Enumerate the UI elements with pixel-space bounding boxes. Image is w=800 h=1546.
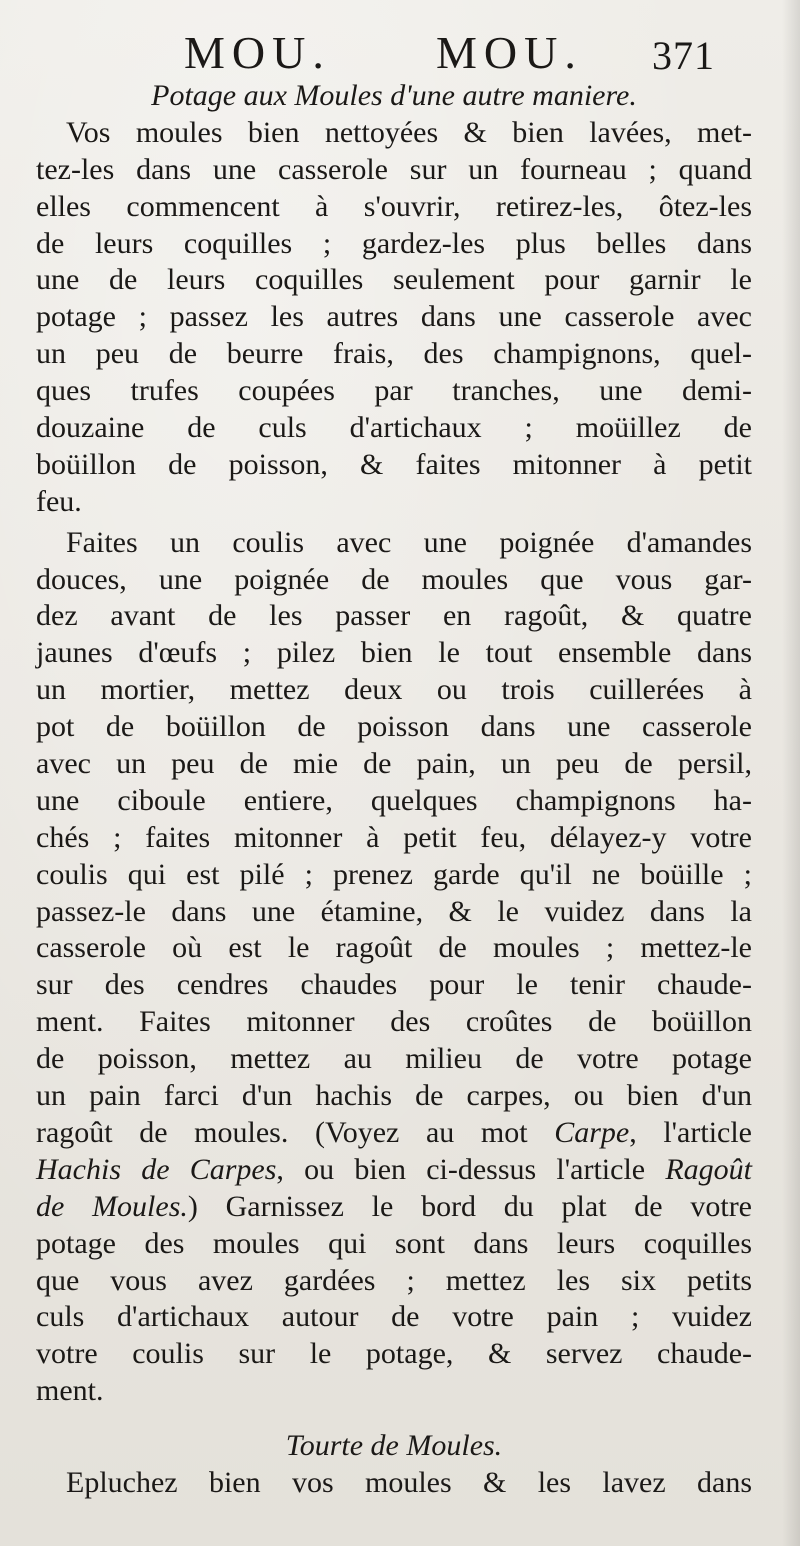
text-line: un mortier, mettez deux ou trois cuillerées à <box>36 673 752 707</box>
text-line: Vos moules bien nettoyées & bien lavées, met- <box>66 115 752 149</box>
text-line: potage des moules qui sont dans leurs coquilles <box>36 1226 752 1260</box>
italic-run: Ragoût <box>665 1152 752 1186</box>
text-line: elles commencent à s'ouvrir, retirez-les, ôtez-les <box>36 189 752 223</box>
text-line: Faites un coulis avec une poignée d'amandes <box>66 525 752 559</box>
page-number: 371 <box>652 33 715 78</box>
page-edge-shadow <box>782 0 800 1546</box>
text-line: culs d'artichaux autour de votre pain ; vuidez <box>36 1300 752 1334</box>
recipe-title: Potage aux Moules d'une autre maniere. <box>151 79 637 112</box>
text-line: douzaine de culs d'artichaux ; moüillez de <box>36 411 752 445</box>
italic-run: Carpe <box>554 1115 630 1149</box>
italic-run: Hachis de Carpes <box>36 1152 277 1186</box>
text-line: Epluchez bien vos moules & les lavez dans <box>66 1465 752 1499</box>
text-line-mixed <box>36 1189 752 1226</box>
text-run: , l'article <box>629 1115 752 1149</box>
running-head <box>0 24 800 80</box>
body-text <box>36 78 752 1502</box>
text-line: jaunes d'œufs ; pilez bien le tout ensemble dans <box>36 636 752 670</box>
italic-run: de Moules. <box>36 1189 188 1223</box>
text-line: chés ; faites mitonner à petit feu, délayez-y votre <box>36 820 752 854</box>
text-line: un peu de beurre frais, des champignons, quel- <box>36 337 752 371</box>
text-line: potage ; passez les autres dans une casserole avec <box>36 300 752 334</box>
text-line: un pain farci d'un hachis de carpes, ou bien d'un <box>36 1079 752 1113</box>
running-head-right: MOU. <box>436 27 583 78</box>
text-line-mixed <box>36 1115 752 1152</box>
text-run: ragoût de moules. (Voyez au mot <box>36 1115 555 1149</box>
text-line: pot de boüillon de poisson dans une casserole <box>36 710 752 744</box>
running-head-left: MOU. <box>184 27 331 78</box>
text-line: de leurs coquilles ; gardez-les plus belles dans <box>36 226 752 260</box>
text-line: passez-le dans une étamine, & le vuidez dans la <box>36 894 752 928</box>
text-line: une ciboule entiere, quelques champignons ha- <box>36 783 752 817</box>
text-line: coulis qui est pilé ; prenez garde qu'il ne boüille ; <box>36 857 752 891</box>
text-line: une de leurs coquilles seulement pour garnir le <box>36 263 752 297</box>
text-line: feu. <box>36 484 82 518</box>
text-line: ment. <box>36 1374 104 1408</box>
recipe-title: Tourte de Moules. <box>285 1429 503 1463</box>
text-line: sur des cendres chaudes pour le tenir chaude- <box>36 968 752 1002</box>
text-line: dez avant de les passer en ragoût, & quatre <box>36 599 752 633</box>
text-line: boüillon de poisson, & faites mitonner à petit <box>36 447 752 481</box>
text-line: casserole où est le ragoût de moules ; mettez-le <box>36 931 752 965</box>
text-line: douces, une poignée de moules que vous gar- <box>36 562 752 596</box>
text-line: tez-les dans une casserole sur un fourneau ; quand <box>36 152 752 186</box>
text-line: avec un peu de mie de pain, un peu de persil, <box>36 747 752 781</box>
section-gap <box>36 1410 752 1428</box>
text-line: ques trufes coupées par tranches, une demi- <box>36 374 752 408</box>
text-line: de poisson, mettez au milieu de votre potage <box>36 1042 752 1076</box>
text-line-mixed <box>36 1152 752 1189</box>
text-line: votre coulis sur le potage, & servez chaude- <box>36 1337 752 1371</box>
text-line: que vous avez gardées ; mettez les six petits <box>36 1263 752 1297</box>
text-run: , ou bien ci-dessus l'article <box>276 1152 666 1186</box>
text-line: ment. Faites mitonner des croûtes de boüillon <box>36 1005 752 1039</box>
text-run: ) Garnissez le bord du plat de votre <box>187 1189 752 1223</box>
